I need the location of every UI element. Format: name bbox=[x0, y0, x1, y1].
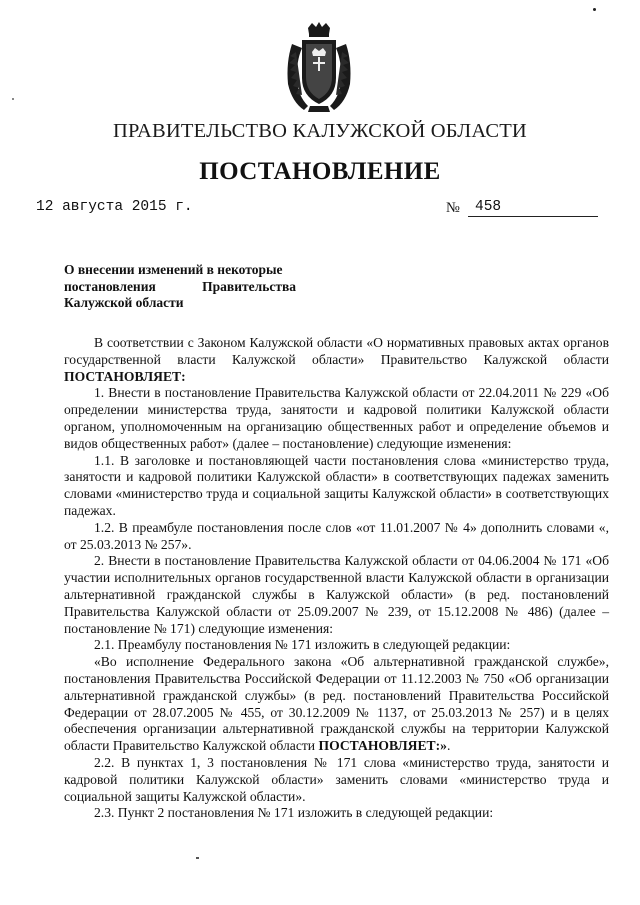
document-number: 458 bbox=[475, 199, 502, 215]
scan-speck bbox=[196, 857, 199, 859]
document-date: 12 августа 2015 г. bbox=[36, 199, 193, 215]
document-body bbox=[64, 335, 609, 822]
paragraph-intro: В соответствии с Законом Калужской области «О нормативных правовых актах органов государственной власти Калужской области» Правительство Калужской области ПОСТАНОВЛЯЕТ: bbox=[64, 335, 609, 384]
paragraph-item-1: 1. Внести в постановление Правительства Калужской области от 22.04.2011 № 229 «Об определении министерства труда, занятости и кадровой политики Калужской области органом, уполномоченным на организацию общественных работ и определение объемов и видов общественных работ» (далее – постановление) следующие изменения: bbox=[64, 385, 609, 451]
number-underline bbox=[468, 216, 598, 217]
organization-name: ПРАВИТЕЛЬСТВО КАЛУЖСКОЙ ОБЛАСТИ bbox=[113, 120, 527, 142]
scan-speck bbox=[593, 8, 596, 11]
paragraph-item-2: 2. Внести в постановление Правительства Калужской области от 04.06.2004 № 171 «Об участии исполнительных органов государственной власти Калужской области в организации альтернативной гражданской службы в Калужской области» (в ред. постановлений Правительства Калужской области от 25.09.2007 № 239, от 15.12.2008 № 486) (далее – постановление № 171) следующие изменения: bbox=[64, 553, 609, 636]
decree-word: ПОСТАНОВЛЯЕТ:» bbox=[318, 738, 447, 754]
paragraph-item-1-1: 1.1. В заголовке и постановляющей части постановления слова «министерство труда, занятости и кадровой политики Калужской области» в соответствующих падежах заменить словами «министерство труда и социальной защиты Калужской области» в соответствующих падежах. bbox=[64, 452, 609, 518]
scan-speck bbox=[12, 98, 14, 100]
subject-line: Калужской области bbox=[64, 295, 184, 310]
decree-word: ПОСТАНОВЛЯЕТ: bbox=[64, 368, 186, 384]
paragraph-item-1-2: 1.2. В преамбуле постановления после слов «от 11.01.2007 № 4» дополнить словами «, от 25.03.2013 № 257». bbox=[64, 519, 609, 552]
paragraph-item-2-3: 2.3. Пункт 2 постановления № 171 изложить в следующей редакции: bbox=[94, 805, 494, 821]
subject-line: постановления Правительства bbox=[64, 278, 296, 294]
paragraph-item-2-1-quote: «Во исполнение Федерального закона «Об альтернативной гражданской службе», постановления Правительства Российской Федерации от 11.12.2003 № 750 «Об организации альтернативной гражданской службы» (в ред. постановлений Правительства Российской Федерации от 28.07.2005 № 455, от 30.12.2009 № 1137, от 25.03.2013 № 257) и в целях обеспечения организации альтернативной гражданской службы на территории Калужской области Правительство Калужской области ПОСТАНОВЛЯЕТ:». bbox=[64, 654, 609, 754]
number-label: № bbox=[446, 200, 460, 216]
coat-of-arms-icon bbox=[282, 22, 356, 116]
document-type: ПОСТАНОВЛЕНИЕ bbox=[199, 158, 441, 185]
paragraph-item-2-1: 2.1. Преамбулу постановления № 171 изложить в следующей редакции: bbox=[94, 637, 511, 653]
document-subject bbox=[64, 262, 296, 312]
paragraph-item-2-2: 2.2. В пунктах 1, 3 постановления № 171 слова «министерство труда, занятости и кадровой политики Калужской области» заменить словами «министерство труда и социальной защиты Калужской области». bbox=[64, 754, 609, 804]
subject-line: О внесении изменений в некоторые bbox=[64, 262, 283, 277]
